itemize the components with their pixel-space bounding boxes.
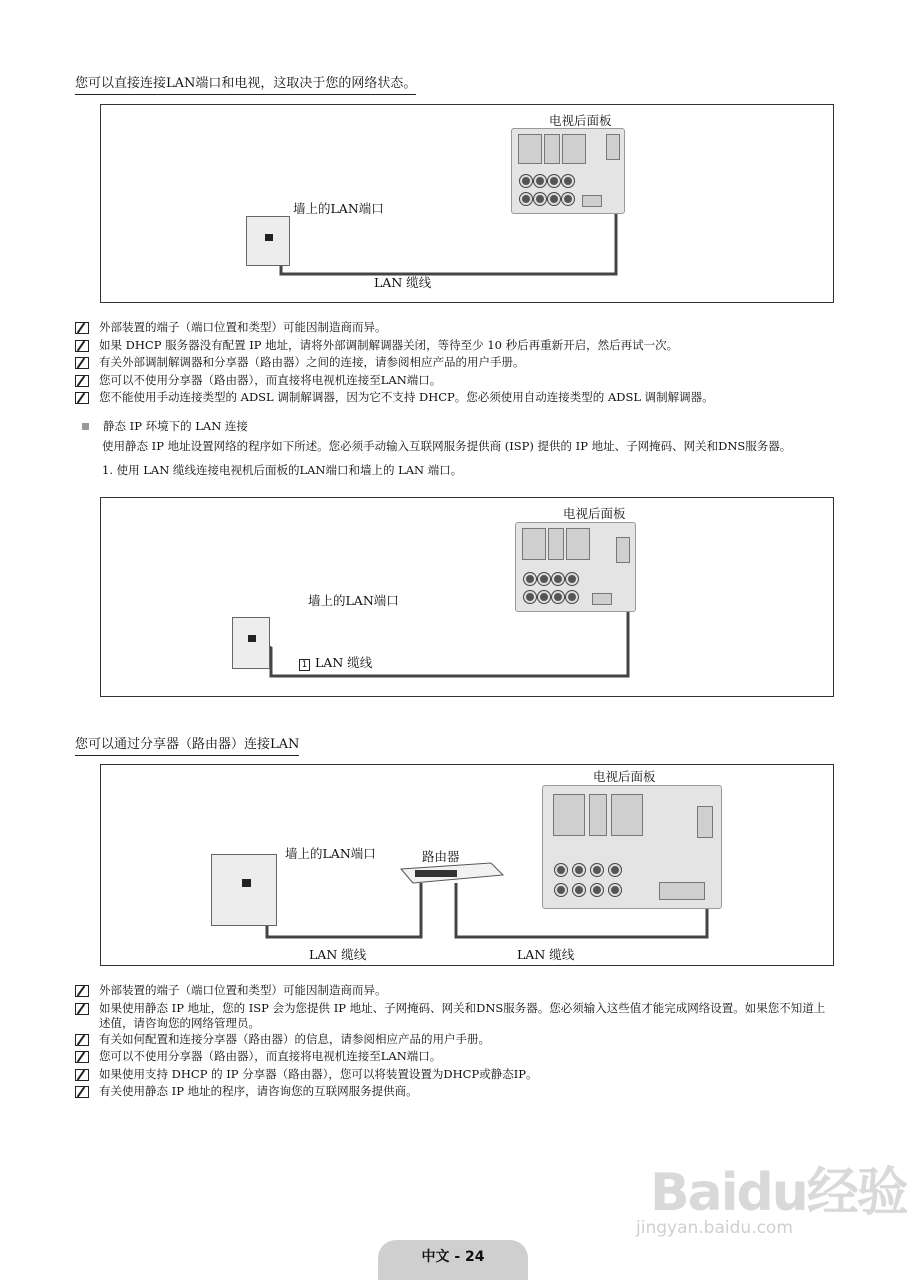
note-pencil-icon [75, 357, 89, 369]
lan-cable-label-right: LAN 缆线 [517, 947, 575, 962]
notes-list-2 [75, 982, 835, 1101]
note-pencil-icon [75, 1086, 89, 1098]
watermark-brand: Baidu经验 [650, 1163, 907, 1223]
tv-back-panel-image [515, 522, 636, 612]
static-ip-section [75, 418, 835, 479]
wall-lan-port-image [246, 216, 290, 266]
wall-port-label: 墙上的LAN端口 [308, 593, 399, 608]
square-bullet-icon [82, 423, 89, 430]
diagram-router-connection [100, 764, 834, 966]
lan-cable-line [101, 105, 833, 302]
note-pencil-icon [75, 1051, 89, 1063]
tv-panel-label: 电视后面板 [593, 769, 656, 784]
watermark-url: jingyan.baidu.com [636, 1218, 793, 1238]
note-item: 如果 DHCP 服务器没有配置 IP 地址，请将外部调制解调器关闭，等待至少 10 秒后再重新开启，然后再试一次。 [75, 337, 835, 355]
note-pencil-icon [75, 1034, 89, 1046]
note-item: 您不能使用手动连接类型的 ADSL 调制解调器，因为它不支持 DHCP。您必须使用自动连接类型的 ADSL 调制解调器。 [75, 389, 835, 407]
wall-lan-port-image [211, 854, 277, 926]
note-item: 如果使用支持 DHCP 的 IP 分享器（路由器），您可以将装置设置为DHCP或静态IP。 [75, 1066, 835, 1084]
lan-cable-label: LAN 缆线 [374, 275, 432, 290]
router-label: 路由器 [422, 849, 460, 864]
note-pencil-icon [75, 392, 89, 404]
note-pencil-icon [75, 985, 89, 997]
diagram-static-ip-connection [100, 497, 834, 697]
note-pencil-icon [75, 1003, 89, 1015]
note-item: 有关如何配置和连接分享器（路由器）的信息，请参阅相应产品的用户手册。 [75, 1031, 835, 1049]
note-pencil-icon [75, 1069, 89, 1081]
note-pencil-icon [75, 340, 89, 352]
lan-cable-line [101, 498, 833, 696]
step-1-text: 1. 使用 LAN 缆线连接电视机后面板的LAN端口和墙上的 LAN 端口。 [102, 462, 463, 477]
wall-lan-port-image [232, 617, 270, 669]
router-image [401, 865, 501, 885]
note-item: 有关外部调制解调器和分享器（路由器）之间的连接，请参阅相应产品的用户手册。 [75, 354, 835, 372]
note-pencil-icon [75, 375, 89, 387]
step-badge: 1 [299, 659, 310, 671]
tv-panel-label: 电视后面板 [563, 506, 626, 521]
section-heading-direct: 您可以直接连接LAN端口和电视，这取决于您的网络状态。 [75, 72, 416, 95]
note-item: 您可以不使用分享器（路由器），而直接将电视机连接至LAN端口。 [75, 372, 835, 390]
section-heading-router: 您可以通过分享器（路由器）连接LAN [75, 733, 299, 756]
wall-port-label: 墙上的LAN端口 [293, 201, 384, 216]
note-item: 如果使用静态 IP 地址，您的 ISP 会为您提供 IP 地址、子网掩码、网关和DNS服务器。您必须输入这些值才能完成网络设置。如果您不知道上述值，请咨询您的网络管理员。 [75, 1000, 835, 1031]
static-ip-description: 使用静态 IP 地址设置网络的程序如下所述。您必须手动输入互联网服务提供商 (ISP) 提供的 IP 地址、子网掩码、网关和DNS服务器。 [102, 438, 792, 453]
note-item: 有关使用静态 IP 地址的程序，请咨询您的互联网服务提供商。 [75, 1083, 835, 1101]
static-ip-title: 静态 IP 环境下的 LAN 连接 [75, 418, 835, 436]
tv-back-panel-image [511, 128, 625, 214]
note-item: 您可以不使用分享器（路由器），而直接将电视机连接至LAN端口。 [75, 1048, 835, 1066]
page-number-tab: 中文 - 24 [378, 1240, 528, 1280]
tv-back-panel-image [542, 785, 722, 909]
diagram-direct-connection [100, 104, 834, 303]
lan-cable-label: 1 LAN 缆线 [299, 653, 372, 671]
note-item: 外部装置的端子（端口位置和类型）可能因制造商而异。 [75, 982, 835, 1000]
lan-cable-label-left: LAN 缆线 [309, 947, 367, 962]
note-item: 外部装置的端子（端口位置和类型）可能因制造商而异。 [75, 319, 835, 337]
wall-port-label: 墙上的LAN端口 [285, 846, 376, 861]
notes-list-1 [75, 319, 835, 407]
tv-panel-label: 电视后面板 [549, 113, 612, 128]
note-pencil-icon [75, 322, 89, 334]
